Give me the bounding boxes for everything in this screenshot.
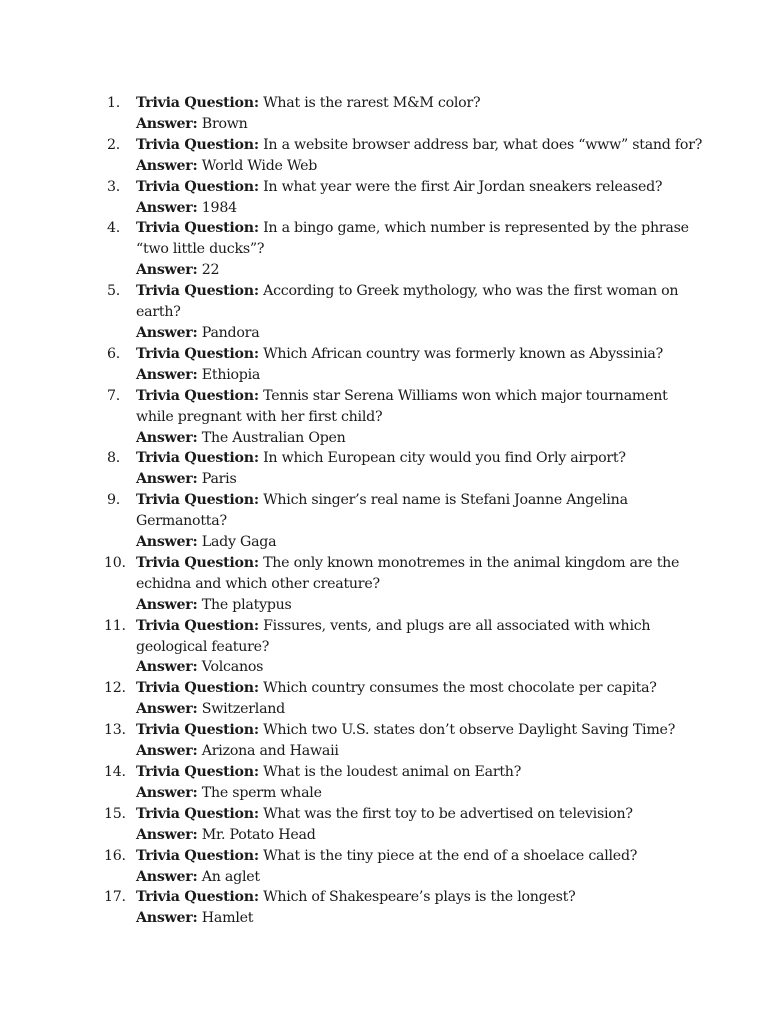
- item-number: 1.: [107, 95, 121, 111]
- item-number: 7.: [107, 387, 121, 404]
- item-body: [136, 762, 704, 804]
- item-body: [136, 93, 704, 135]
- question-line: [136, 720, 704, 741]
- answer-text: The Australian Open: [201, 429, 346, 446]
- item-number: 3.: [107, 178, 121, 195]
- answer-label: Answer:: [136, 115, 198, 132]
- question-text: In a bingo game, which number is represented by the phrase “two little ducks”?: [136, 220, 689, 258]
- item-body: [136, 448, 704, 490]
- question-text: Fissures, vents, and plugs are all associated with which geological feature?: [136, 617, 651, 655]
- item-body: [136, 616, 704, 679]
- item-number: 17.: [104, 889, 126, 906]
- list-item: [104, 386, 704, 449]
- answer-text: Switzerland: [201, 701, 286, 718]
- question-line: [136, 553, 704, 595]
- item-body: [136, 678, 704, 720]
- answer-line: [136, 469, 704, 490]
- question-line: [136, 93, 704, 114]
- question-text: Which two U.S. states don’t observe Daylight Saving Time?: [263, 722, 676, 739]
- list-item: [104, 448, 704, 490]
- answer-line: [136, 260, 704, 281]
- question-text: Which country consumes the most chocolate per capita?: [263, 680, 657, 697]
- item-body: [136, 135, 704, 177]
- question-label: Trivia Question:: [136, 805, 259, 822]
- answer-text: Pandora: [201, 324, 260, 341]
- item-number: 4.: [107, 220, 121, 237]
- item-number: 6.: [107, 345, 121, 362]
- answer-text: Hamlet: [201, 910, 254, 927]
- answer-label: Answer:: [136, 471, 198, 488]
- answer-label: Answer:: [136, 366, 198, 383]
- item-number: 9.: [107, 492, 121, 509]
- question-text: What was the first toy to be advertised on television?: [263, 805, 633, 822]
- answer-text: Lady Gaga: [201, 534, 277, 551]
- answer-label: Answer:: [136, 743, 198, 760]
- item-number: 12.: [104, 680, 126, 697]
- answer-text: World Wide Web: [201, 157, 318, 174]
- answer-line: [136, 156, 704, 177]
- answer-label: Answer:: [136, 784, 198, 801]
- answer-text: Volcanos: [201, 659, 264, 676]
- item-body: [136, 490, 704, 553]
- answer-line: [136, 783, 704, 804]
- answer-text: Mr. Potato Head: [201, 826, 316, 843]
- item-body: [136, 553, 704, 616]
- question-line: [136, 281, 704, 323]
- question-text: What is the rarest M&M color?: [263, 95, 481, 111]
- item-body: [136, 344, 704, 386]
- question-line: [136, 804, 704, 825]
- item-number: 10.: [104, 554, 126, 571]
- question-line: [136, 490, 704, 532]
- answer-line: [136, 365, 704, 386]
- question-text: In what year were the first Air Jordan sneakers released?: [263, 178, 663, 195]
- list-item: [104, 846, 704, 888]
- answer-line: [136, 532, 704, 553]
- question-line: [136, 344, 704, 365]
- item-number: 5.: [107, 283, 121, 300]
- item-number: 15.: [104, 805, 126, 822]
- question-line: [136, 887, 704, 908]
- item-body: [136, 846, 704, 888]
- item-number: 14.: [104, 764, 126, 780]
- question-line: [136, 218, 704, 260]
- question-text: Which of Shakespeare’s plays is the longest?: [263, 889, 576, 906]
- list-item: [104, 344, 704, 386]
- question-text: Tennis star Serena Williams won which major tournament while pregnant with her first child?: [136, 387, 668, 425]
- answer-text: Ethiopia: [201, 366, 261, 383]
- answer-label: Answer:: [136, 429, 198, 446]
- question-label: Trivia Question:: [136, 220, 259, 237]
- answer-text: Arizona and Hawaii: [201, 743, 339, 760]
- answer-line: [136, 825, 704, 846]
- question-label: Trivia Question:: [136, 492, 259, 509]
- list-item: [104, 177, 704, 219]
- question-text: What is the tiny piece at the end of a shoelace called?: [263, 847, 638, 864]
- answer-text: Brown: [201, 115, 248, 132]
- question-label: Trivia Question:: [136, 387, 259, 404]
- question-line: [136, 616, 704, 658]
- answer-text: The platypus: [201, 596, 292, 613]
- item-body: [136, 386, 704, 449]
- item-number: 2.: [107, 136, 121, 153]
- list-item: [104, 616, 704, 679]
- list-item: [104, 218, 704, 281]
- answer-label: Answer:: [136, 659, 198, 676]
- answer-line: [136, 657, 704, 678]
- answer-label: Answer:: [136, 910, 198, 927]
- item-number: 8.: [107, 450, 121, 467]
- item-number: 11.: [104, 617, 126, 634]
- item-body: [136, 887, 704, 929]
- list-item: [104, 804, 704, 846]
- question-line: [136, 846, 704, 867]
- item-number: 16.: [104, 847, 126, 864]
- item-body: [136, 281, 704, 344]
- answer-line: [136, 323, 704, 344]
- question-label: Trivia Question:: [136, 178, 259, 195]
- question-text: According to Greek mythology, who was the first woman on earth?: [136, 283, 679, 321]
- answer-text: 1984: [201, 199, 237, 216]
- list-item: [104, 678, 704, 720]
- question-line: [136, 386, 704, 428]
- item-body: [136, 177, 704, 219]
- question-text: What is the loudest animal on Earth?: [263, 764, 522, 780]
- answer-label: Answer:: [136, 701, 198, 718]
- answer-text: An aglet: [201, 868, 260, 885]
- answer-line: [136, 428, 704, 449]
- question-label: Trivia Question:: [136, 450, 259, 467]
- list-item: [104, 720, 704, 762]
- answer-line: [136, 595, 704, 616]
- question-label: Trivia Question:: [136, 283, 259, 300]
- answer-line: [136, 867, 704, 888]
- answer-label: Answer:: [136, 324, 198, 341]
- list-item: [104, 281, 704, 344]
- answer-text: The sperm whale: [201, 784, 322, 801]
- question-line: [136, 448, 704, 469]
- answer-line: [136, 699, 704, 720]
- question-text: Which singer’s real name is Stefani Joanne Angelina Germanotta?: [136, 492, 628, 530]
- list-item: [104, 490, 704, 553]
- answer-text: Paris: [201, 471, 237, 488]
- question-label: Trivia Question:: [136, 889, 259, 906]
- question-line: [136, 678, 704, 699]
- question-line: [136, 177, 704, 198]
- question-label: Trivia Question:: [136, 617, 259, 634]
- question-line: [136, 762, 704, 783]
- answer-label: Answer:: [136, 868, 198, 885]
- answer-label: Answer:: [136, 199, 198, 216]
- list-item: [104, 887, 704, 929]
- answer-label: Answer:: [136, 596, 198, 613]
- list-item: [104, 135, 704, 177]
- question-text: The only known monotremes in the animal kingdom are the echidna and which other creature?: [136, 554, 680, 592]
- answer-line: [136, 114, 704, 135]
- list-item: [104, 93, 704, 135]
- question-label: Trivia Question:: [136, 764, 259, 780]
- answer-label: Answer:: [136, 157, 198, 174]
- question-text: In a website browser address bar, what does “www” stand for?: [263, 136, 703, 153]
- question-label: Trivia Question:: [136, 95, 259, 111]
- answer-label: Answer:: [136, 826, 198, 843]
- question-text: In which European city would you find Orly airport?: [263, 450, 626, 467]
- question-text: Which African country was formerly known as Abyssinia?: [263, 345, 663, 362]
- question-label: Trivia Question:: [136, 136, 259, 153]
- answer-line: [136, 908, 704, 929]
- question-label: Trivia Question:: [136, 680, 259, 697]
- item-number: 13.: [104, 722, 126, 739]
- answer-line: [136, 198, 704, 219]
- answer-line: [136, 741, 704, 762]
- question-label: Trivia Question:: [136, 847, 259, 864]
- trivia-list: [104, 93, 704, 929]
- question-label: Trivia Question:: [136, 554, 259, 571]
- list-item: [104, 553, 704, 616]
- question-label: Trivia Question:: [136, 345, 259, 362]
- list-item: [104, 762, 704, 804]
- answer-text: 22: [201, 262, 220, 279]
- answer-label: Answer:: [136, 262, 198, 279]
- question-line: [136, 135, 704, 156]
- item-body: [136, 720, 704, 762]
- answer-label: Answer:: [136, 534, 198, 551]
- item-body: [136, 804, 704, 846]
- question-label: Trivia Question:: [136, 722, 259, 739]
- item-body: [136, 218, 704, 281]
